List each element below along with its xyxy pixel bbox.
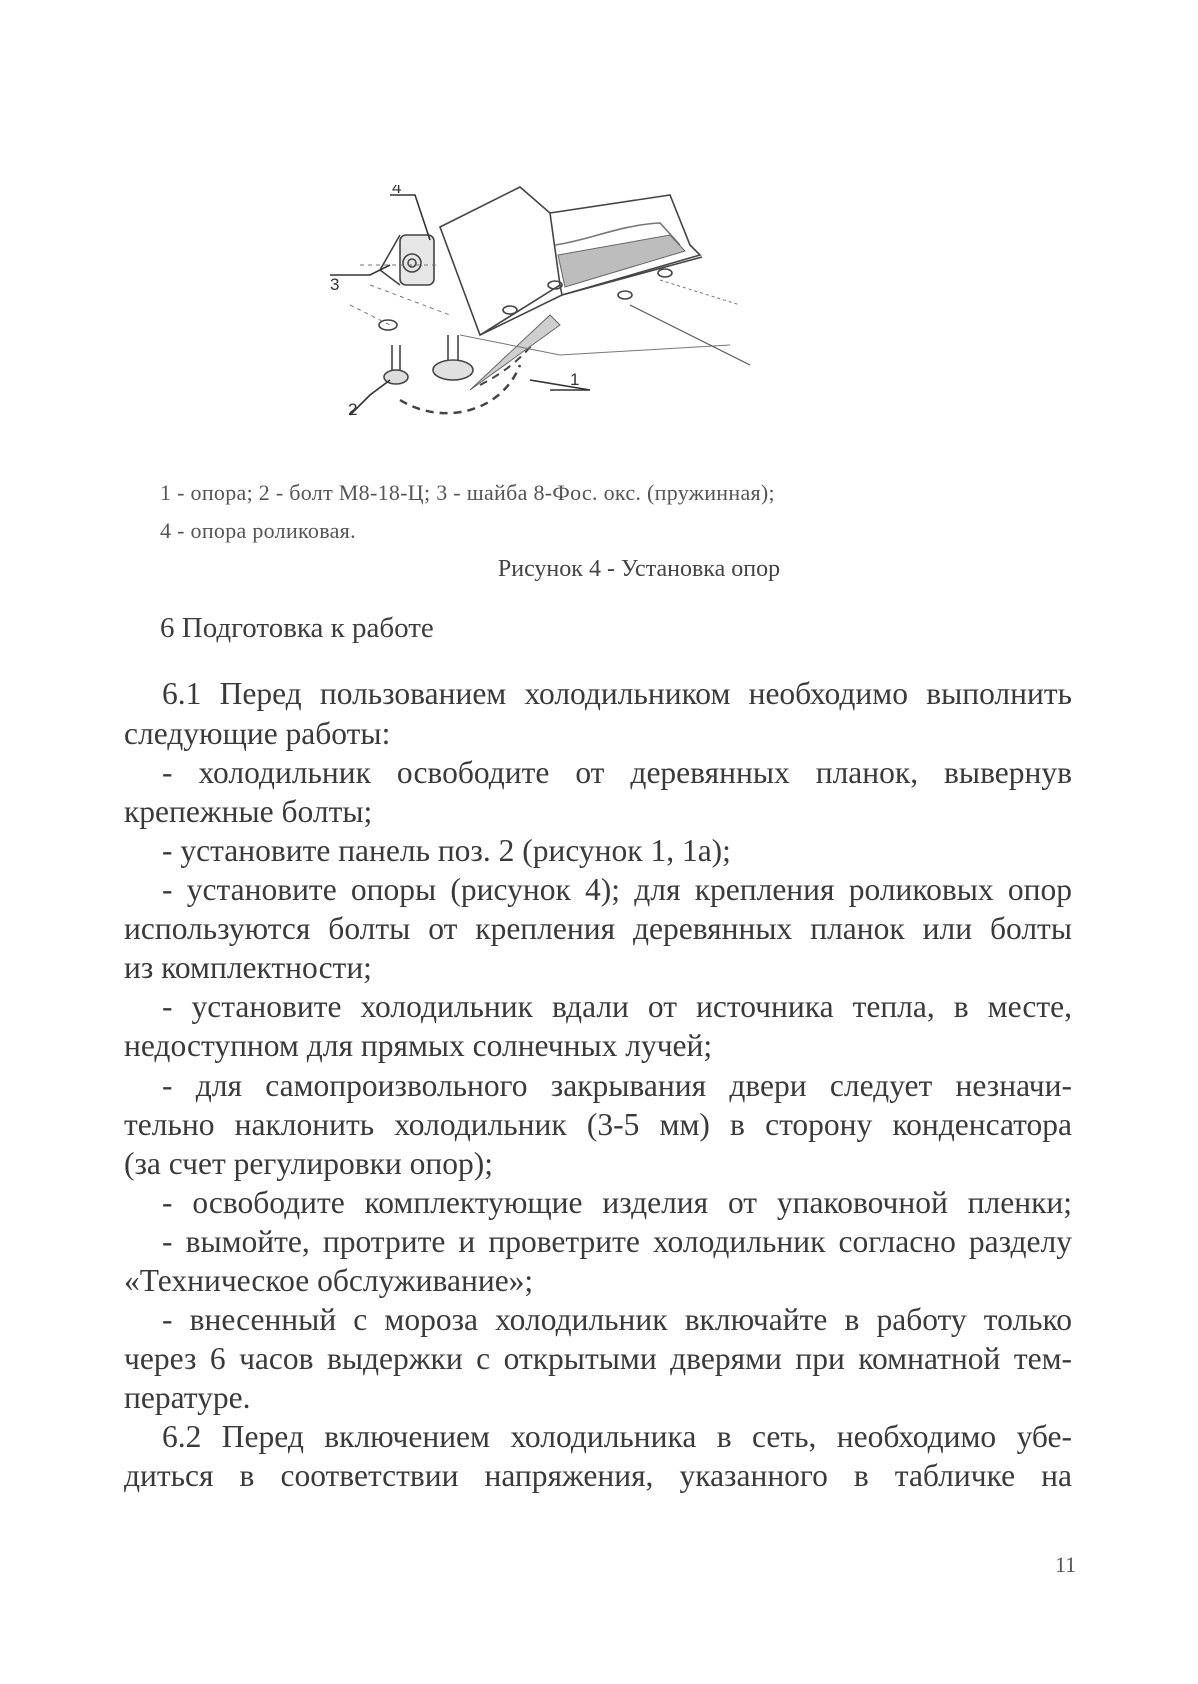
body-line: (за счет регулировки опор); xyxy=(124,1146,493,1181)
body-line: - установите панель поз. 2 (рисунок 1, 1а); xyxy=(162,833,731,868)
figure-legend-line-1: 1 - опора; 2 - болт М8-18-Ц; 3 - шайба 8-Фос. окс. (пружинная); xyxy=(160,480,775,505)
body-line: - внесенный с мороза холодильник включайте в работу только xyxy=(162,1302,1072,1337)
body-line: через 6 часов выдержки с открытыми дверями при комнатной тем- xyxy=(124,1341,1072,1376)
body-line: - установите опоры (рисунок 4); для крепления роликовых опор xyxy=(162,872,1072,907)
body-line: - вымойте, протрите и проветрите холодильник согласно разделу xyxy=(162,1224,1072,1259)
figure-legend-line-2: 4 - опора роликовая. xyxy=(160,518,356,543)
figure-label-3: 3 xyxy=(330,275,340,294)
section-title: 6 Подготовка к работе xyxy=(160,612,434,644)
body-line: - холодильник освободите от деревянных планок, вывернув xyxy=(162,755,1072,790)
body-line: тельно наклонить холодильник (3-5 мм) в сторону конденсатора xyxy=(124,1107,1072,1142)
body-line: 6.2 Перед включением холодильника в сеть, необходимо убе- xyxy=(162,1419,1072,1454)
body-line: пературе. xyxy=(124,1380,251,1415)
body-line: - установите холодильник вдали от источника тепла, в месте, xyxy=(162,989,1072,1024)
body-line: из комплектности; xyxy=(124,950,372,985)
figure-caption: Рисунок 4 - Установка опор xyxy=(497,556,781,582)
body-line: - освободите комплектующие изделия от упаковочной пленки; xyxy=(162,1185,1072,1220)
body-line: «Техническое обслуживание»; xyxy=(124,1263,534,1298)
body-line: используются болты от крепления деревянных планок или болты xyxy=(124,911,1072,946)
figure-label-1: 1 xyxy=(570,370,580,389)
body-line: недоступном для прямых солнечных лучей; xyxy=(124,1028,713,1063)
body-line: - для самопроизвольного закрывания двери следует незначи- xyxy=(162,1068,1072,1103)
body-line: 6.1 Перед пользованием холодильником необходимо выполнить xyxy=(162,676,1072,711)
figure-label-4: 4 xyxy=(392,185,402,197)
page-number: 11 xyxy=(1055,1552,1077,1577)
figure-label-2: 2 xyxy=(348,400,358,419)
figure-support-installation xyxy=(330,185,810,460)
body-line: крепежные болты; xyxy=(124,794,373,829)
cabinet-side xyxy=(440,187,560,335)
support-installation-drawing xyxy=(330,185,810,460)
body-line: диться в соответствии напряжения, указанного в табличке на xyxy=(124,1458,1072,1493)
body-line: следующие работы: xyxy=(124,716,391,751)
